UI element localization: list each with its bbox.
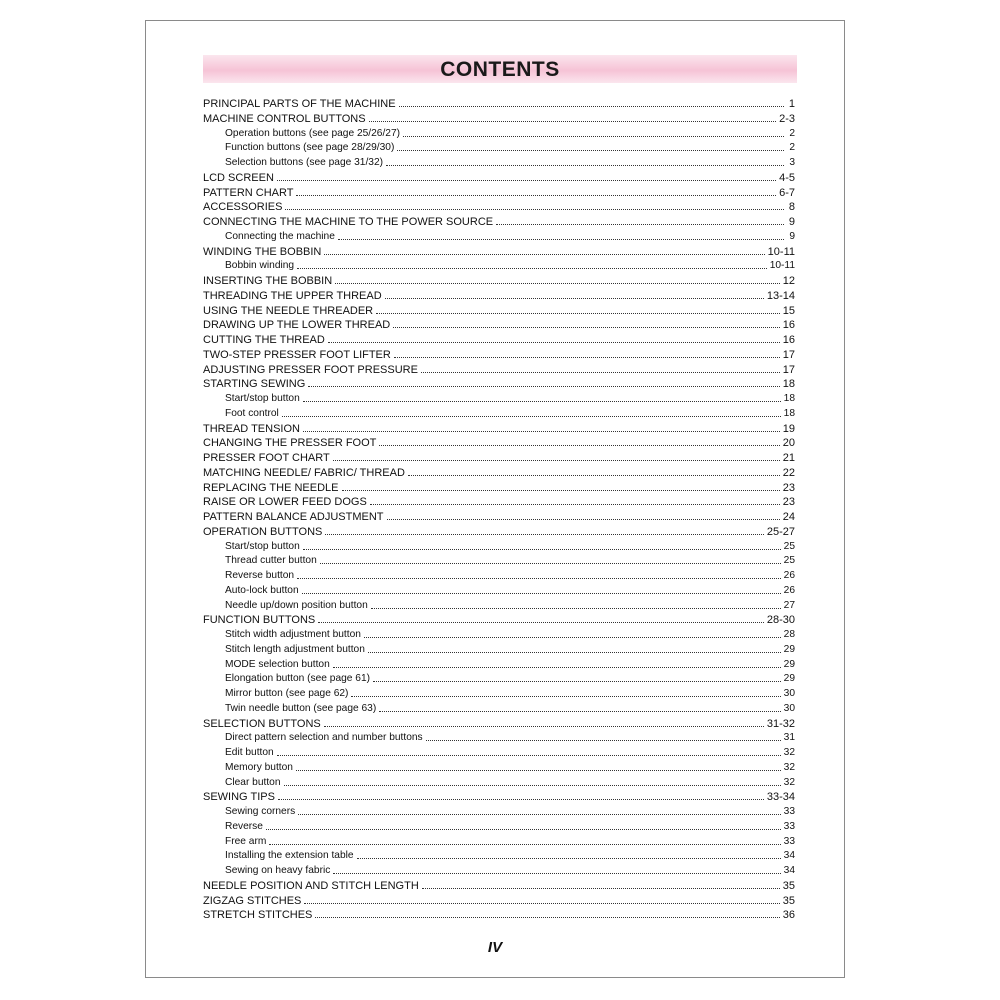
toc-entry-page: 2 [789, 127, 795, 139]
toc-entry[interactable] [203, 215, 795, 230]
dot-leader [379, 702, 780, 712]
toc-entry-page: 6-7 [779, 186, 795, 199]
dot-leader [297, 259, 767, 269]
toc-subentry[interactable] [203, 584, 795, 599]
dot-leader [369, 112, 777, 122]
dot-leader [297, 569, 781, 579]
dot-leader [385, 289, 764, 299]
dot-leader [303, 422, 780, 432]
toc-entry-title: Installing the extension table [225, 850, 354, 862]
dot-leader [277, 746, 781, 756]
toc-entry-page: 34 [783, 850, 795, 862]
toc-entry-title: CUTTING THE THREAD [203, 334, 325, 346]
toc-entry-title: PRESSER FOOT CHART [203, 452, 330, 464]
toc-entry-page: 31 [783, 732, 795, 744]
toc-entry-title: Start/stop button [225, 540, 300, 552]
dot-leader [324, 245, 764, 255]
dot-leader [421, 363, 780, 373]
dot-leader [303, 540, 781, 550]
toc-subentry[interactable] [203, 643, 795, 658]
dot-leader [422, 879, 780, 889]
toc-entry[interactable] [203, 894, 795, 909]
dot-leader [282, 407, 781, 417]
toc-entry-page: 13-14 [766, 289, 795, 302]
dot-leader [408, 466, 780, 476]
toc-entry-title: DRAWING UP THE LOWER THREAD [203, 319, 391, 332]
toc-entry-page: 4-5 [779, 171, 795, 184]
dot-leader [320, 554, 781, 564]
toc-subentry[interactable] [203, 156, 795, 171]
dot-leader [399, 97, 784, 107]
toc-entry-page: 32 [783, 776, 795, 788]
dot-leader [351, 687, 780, 697]
toc-subentry[interactable] [203, 540, 795, 555]
toc-entry-title: PRINCIPAL PARTS OF THE MACHINE [203, 98, 396, 110]
toc-entry-page: 30 [783, 702, 795, 714]
toc-entry-page: 27 [783, 599, 795, 611]
toc-entry-title: Direct pattern selection and number buttons [225, 732, 423, 744]
toc-entry[interactable] [203, 200, 795, 215]
toc-entry-page: 35 [782, 894, 795, 907]
toc-entry-page: 28 [783, 629, 795, 640]
table-of-contents [203, 97, 795, 923]
toc-entry[interactable] [203, 451, 795, 466]
toc-subentry[interactable] [203, 835, 795, 850]
toc-entry-page: 2 [789, 142, 795, 154]
toc-entry-page: 2-3 [779, 112, 795, 125]
toc-entry-page: 17 [782, 348, 795, 361]
toc-entry-title: SEWING TIPS [203, 791, 275, 804]
toc-entry-page: 15 [782, 304, 795, 317]
toc-entry-title: Twin needle button (see page 63) [225, 702, 377, 714]
toc-entry-title: ACCESSORIES [203, 201, 283, 214]
toc-entry[interactable] [203, 466, 795, 481]
manual-page [145, 20, 845, 978]
toc-subentry[interactable] [203, 849, 795, 864]
toc-entry-title: Stitch length adjustment button [225, 643, 365, 655]
toc-entry[interactable] [203, 171, 795, 186]
dot-leader [303, 392, 781, 402]
title-band [203, 55, 797, 83]
dot-leader [379, 436, 779, 446]
toc-entry-page: 35 [782, 879, 795, 892]
toc-subentry[interactable] [203, 230, 795, 245]
toc-entry-title: STRETCH STITCHES [203, 909, 313, 922]
toc-entry-page: 26 [783, 584, 795, 596]
dot-leader [284, 776, 781, 786]
toc-entry-title: Memory button [225, 761, 293, 773]
toc-entry-page: 3 [789, 157, 795, 168]
toc-entry-title: ADJUSTING PRESSER FOOT PRESSURE [203, 363, 418, 376]
toc-entry-page: 25-27 [766, 525, 795, 538]
toc-entry[interactable] [203, 333, 795, 348]
toc-entry[interactable] [203, 790, 795, 805]
dot-leader [318, 613, 764, 623]
toc-entry-page: 18 [783, 393, 795, 404]
toc-entry-page: 32 [783, 747, 795, 758]
toc-subentry[interactable] [203, 746, 795, 761]
toc-entry[interactable] [203, 304, 795, 319]
toc-entry-page: 23 [782, 481, 795, 494]
toc-entry-page: 22 [782, 466, 795, 479]
dot-leader [376, 304, 780, 314]
toc-entry-title: MODE selection button [225, 658, 330, 670]
toc-entry-title: THREAD TENSION [203, 422, 300, 435]
toc-entry-title: STARTING SEWING [203, 378, 306, 391]
dot-leader [386, 156, 784, 166]
toc-entry-page: 34 [783, 865, 795, 876]
dot-leader [325, 525, 763, 535]
toc-entry[interactable] [203, 274, 795, 289]
toc-entry-page: 16 [782, 319, 795, 332]
toc-entry-title: Mirror button (see page 62) [225, 688, 349, 699]
toc-entry[interactable] [203, 377, 795, 392]
toc-entry[interactable] [203, 879, 795, 894]
toc-entry-title: FUNCTION BUTTONS [203, 614, 316, 627]
dot-leader [393, 318, 780, 328]
toc-entry-title: Foot control [225, 407, 279, 419]
toc-entry-title: MACHINE CONTROL BUTTONS [203, 112, 366, 125]
toc-entry-page: 30 [783, 688, 795, 699]
toc-entry[interactable] [203, 436, 795, 451]
dot-leader [397, 141, 784, 151]
toc-entry[interactable] [203, 525, 795, 540]
toc-entry-title: Operation buttons (see page 25/26/27) [225, 127, 401, 139]
toc-entry[interactable] [203, 112, 795, 127]
toc-entry-title: ZIGZAG STITCHES [203, 894, 302, 907]
toc-entry-title: NEEDLE POSITION AND STITCH LENGTH [203, 879, 419, 892]
toc-entry[interactable] [203, 318, 795, 333]
toc-entry-page: 33 [783, 806, 795, 817]
toc-entry-page: 10-11 [767, 245, 795, 258]
toc-entry-page: 26 [783, 570, 795, 581]
dot-leader [373, 672, 781, 682]
dot-leader [387, 510, 780, 520]
dot-leader [285, 200, 784, 210]
dot-leader [296, 761, 781, 771]
toc-entry-page: 17 [782, 363, 795, 376]
toc-entry[interactable] [203, 363, 795, 378]
toc-entry-title: Bobbin winding [225, 260, 295, 272]
dot-leader [296, 186, 776, 196]
dot-leader [308, 377, 779, 387]
toc-entry-title: Stitch width adjustment button [225, 629, 361, 640]
toc-entry[interactable] [203, 289, 795, 304]
dot-leader [277, 171, 776, 181]
toc-entry-title: Reverse button [225, 570, 295, 581]
toc-subentry[interactable] [203, 628, 795, 643]
toc-entry-title: SELECTION BUTTONS [203, 717, 321, 730]
toc-entry-page: 21 [782, 452, 795, 464]
toc-entry-title: Elongation button (see page 61) [225, 673, 370, 685]
toc-entry-title: Start/stop button [225, 393, 300, 404]
toc-entry[interactable] [203, 245, 795, 260]
toc-entry-page: 36 [782, 909, 795, 922]
toc-entry-title: WINDING THE BOBBIN [203, 245, 322, 258]
toc-entry[interactable] [203, 510, 795, 525]
toc-entry-page: 18 [782, 378, 795, 391]
toc-entry-title: Thread cutter button [225, 555, 317, 567]
toc-entry-title: CHANGING THE PRESSER FOOT [203, 437, 377, 450]
toc-subentry[interactable] [203, 569, 795, 584]
dot-leader [371, 599, 781, 609]
toc-entry-page: 8 [788, 201, 795, 214]
dot-leader [304, 894, 779, 904]
toc-entry-title: CONNECTING THE MACHINE TO THE POWER SOURCE [203, 216, 494, 228]
toc-entry[interactable] [203, 495, 795, 510]
toc-entry-title: Reverse [225, 820, 263, 832]
toc-entry-title: REPLACING THE NEEDLE [203, 481, 339, 494]
toc-subentry[interactable] [203, 407, 795, 422]
toc-entry[interactable] [203, 422, 795, 437]
dot-leader [335, 274, 780, 284]
toc-entry-page: 28-30 [766, 614, 795, 627]
page-number: IV [487, 939, 503, 956]
toc-entry[interactable] [203, 186, 795, 201]
toc-subentry[interactable] [203, 127, 795, 142]
toc-subentry[interactable] [203, 805, 795, 820]
dot-leader [266, 820, 781, 830]
toc-entry[interactable] [203, 481, 795, 496]
toc-entry-title: Function buttons (see page 28/29/30) [225, 142, 395, 154]
dot-leader [426, 731, 781, 741]
dot-leader [302, 584, 781, 594]
toc-entry-page: 33 [783, 820, 795, 832]
dot-leader [357, 849, 781, 859]
toc-entry-page: 31-32 [766, 717, 795, 730]
toc-entry-title: PATTERN CHART [203, 186, 294, 199]
toc-entry-page: 24 [782, 511, 795, 523]
toc-subentry[interactable] [203, 687, 795, 702]
dot-leader [333, 864, 780, 874]
toc-entry-page: 29 [783, 643, 795, 655]
toc-entry-page: 25 [783, 540, 795, 552]
toc-entry-title: Connecting the machine [225, 230, 335, 242]
dot-leader [338, 230, 784, 240]
toc-entry-page: 9 [788, 216, 795, 228]
toc-entry-page: 10-11 [769, 260, 795, 272]
dot-leader [328, 333, 780, 343]
toc-subentry[interactable] [203, 658, 795, 673]
toc-entry-title: TWO-STEP PRESSER FOOT LIFTER [203, 348, 391, 361]
toc-entry-title: Sewing corners [225, 806, 296, 817]
toc-entry-page: 9 [789, 230, 795, 242]
toc-entry[interactable] [203, 613, 795, 628]
toc-entry-title: MATCHING NEEDLE/ FABRIC/ THREAD [203, 466, 405, 479]
toc-entry[interactable] [203, 97, 795, 112]
dot-leader [324, 717, 764, 727]
toc-entry-title: PATTERN BALANCE ADJUSTMENT [203, 511, 384, 523]
toc-entry-page: 18 [783, 407, 795, 419]
toc-entry-title: Needle up/down position button [225, 599, 368, 611]
toc-entry-title: Selection buttons (see page 31/32) [225, 157, 384, 168]
toc-subentry[interactable] [203, 702, 795, 717]
dot-leader [333, 451, 780, 461]
toc-entry-page: 32 [783, 761, 795, 773]
toc-entry-title: Sewing on heavy fabric [225, 865, 331, 876]
toc-entry-title: Auto-lock button [225, 584, 299, 596]
toc-entry-page: 1 [788, 98, 795, 110]
toc-entry-title: USING THE NEEDLE THREADER [203, 304, 374, 317]
toc-entry-title: Clear button [225, 776, 281, 788]
toc-entry[interactable] [203, 717, 795, 732]
dot-leader [368, 643, 781, 653]
toc-subentry[interactable] [203, 761, 795, 776]
toc-entry-page: 33 [783, 835, 795, 847]
toc-entry-page: 23 [782, 496, 795, 509]
dot-leader [394, 348, 780, 358]
toc-subentry[interactable] [203, 776, 795, 791]
dot-leader [342, 481, 780, 491]
toc-entry-page: 20 [782, 437, 795, 450]
toc-entry[interactable] [203, 908, 795, 923]
toc-entry-page: 25 [783, 555, 795, 567]
page-title: CONTENTS [440, 58, 560, 81]
dot-leader [333, 658, 781, 668]
dot-leader [298, 805, 780, 815]
toc-subentry[interactable] [203, 820, 795, 835]
toc-entry-title: RAISE OR LOWER FEED DOGS [203, 496, 367, 509]
toc-subentry[interactable] [203, 672, 795, 687]
toc-entry-page: 12 [782, 275, 795, 287]
toc-entry-page: 29 [783, 673, 795, 685]
dot-leader [364, 628, 781, 638]
toc-entry-title: OPERATION BUTTONS [203, 525, 323, 538]
toc-subentry[interactable] [203, 864, 795, 879]
toc-entry-title: LCD SCREEN [203, 171, 274, 184]
toc-entry-page: 33-34 [766, 791, 795, 804]
toc-subentry[interactable] [203, 554, 795, 569]
dot-leader [278, 790, 764, 800]
toc-entry-title: THREADING THE UPPER THREAD [203, 289, 382, 302]
toc-subentry[interactable] [203, 392, 795, 407]
toc-subentry[interactable] [203, 259, 795, 274]
toc-subentry[interactable] [203, 141, 795, 156]
dot-leader [370, 495, 780, 505]
toc-entry-page: 19 [782, 422, 795, 435]
dot-leader [315, 908, 779, 918]
dot-leader [403, 127, 784, 137]
toc-entry[interactable] [203, 348, 795, 363]
toc-subentry[interactable] [203, 731, 795, 746]
toc-entry-title: Free arm [225, 835, 267, 847]
dot-leader [496, 215, 784, 225]
toc-entry-title: INSERTING THE BOBBIN [203, 275, 333, 287]
toc-entry-title: Edit button [225, 747, 274, 758]
toc-subentry[interactable] [203, 599, 795, 614]
dot-leader [269, 835, 780, 845]
toc-entry-page: 16 [782, 334, 795, 346]
toc-entry-page: 29 [783, 658, 795, 670]
